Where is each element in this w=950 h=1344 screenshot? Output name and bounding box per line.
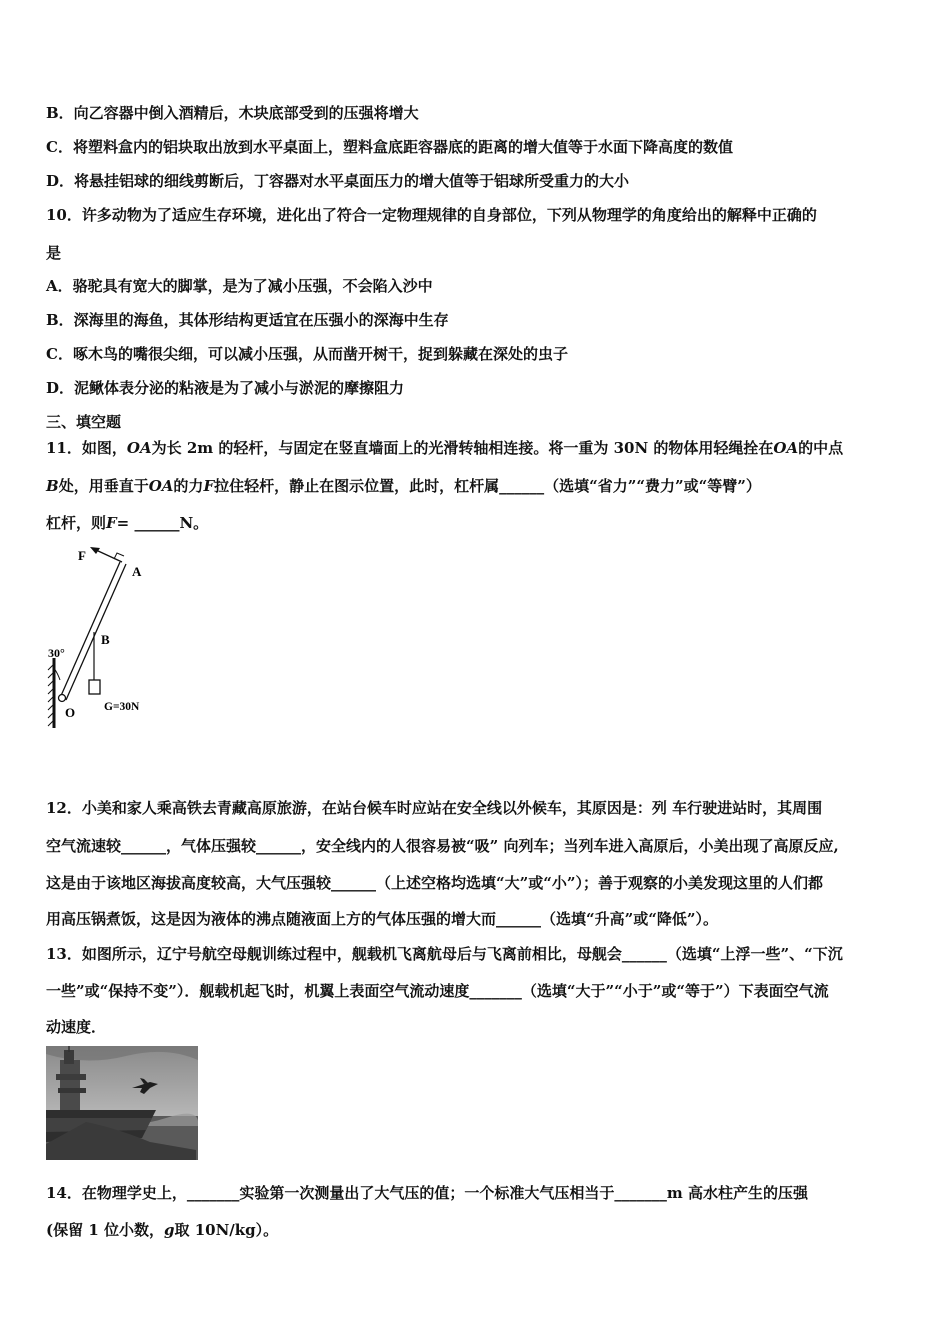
q12-line2: 空气流速较______，气体压强较______，安全线内的人很容易被“吸” 向列车；当列车进入高原后，小美出现了高原反应, xyxy=(46,837,839,855)
q9-option-d: D．将悬挂铝球的细线剪断后，丁容器对水平桌面压力的增大值等于铝球所受重力的大小 xyxy=(46,172,630,190)
q11-line1 xyxy=(46,438,843,458)
q10-option-b: B．深海里的海鱼，其体形结构更适宜在压强小的深海中生存 xyxy=(46,311,449,329)
q9-option-b: B．向乙容器中倒入酒精后，木块底部受到的压强将增大 xyxy=(46,104,419,122)
q11-var-f: F xyxy=(106,514,117,532)
q11-text: 处，用垂直于 xyxy=(58,477,149,495)
q11-var-oa: OA xyxy=(126,439,152,457)
q12-line3: 这是由于该地区海拔高度较高，大气压强较______（上述空格均选填“大”或“小”）；善于观察的小美发现这里的人们都 xyxy=(46,874,824,892)
q14-var-g: g xyxy=(163,1221,175,1239)
weight-block xyxy=(89,680,100,694)
q13-line1: 13．如图所示，辽宁号航空母舰训练过程中，舰载机飞离航母后与飞离前相比，母舰会______（选填“上浮一些”、“下沉 xyxy=(46,945,843,963)
q11-text: = ______N。 xyxy=(116,514,209,532)
label-g: G=30N xyxy=(104,701,140,713)
q10-stem-line2: 是 xyxy=(46,244,62,262)
lever-rod xyxy=(60,562,120,698)
q14-line1: 14．在物理学史上，_______实验第一次测量出了大气压的值；一个标准大气压相当于_______m 高水柱产生的压强 xyxy=(46,1184,808,1202)
q11-text: 拉住轻杆，静止在图示位置，此时，杠杆属______（选填“省力”“费力”或“等臂”） xyxy=(214,477,761,495)
q11-var-f: F xyxy=(203,477,215,495)
q11-var-oa: OA xyxy=(773,439,799,457)
q12-line1: 12．小美和家人乘高铁去青藏高原旅游，在站台候车时应站在安全线以外候车，其原因是：列 车行驶进站时，其周围 xyxy=(46,799,823,817)
q12-line4: 用高压锅煮饭，这是因为液体的沸点随液面上方的气体压强的增大而______（选填“升高”或“降低”）。 xyxy=(46,910,719,928)
aircraft-carrier-photo xyxy=(46,1046,198,1160)
label-angle: 30° xyxy=(48,646,65,660)
section-heading: 三、填空题 xyxy=(46,413,122,431)
q10-stem-line1: 10．许多动物为了适应生存环境，进化出了符合一定物理规律的自身部位，下列从物理学的角度给出的解释中正确的 xyxy=(46,206,817,224)
pivot-o xyxy=(59,695,66,702)
q11-var-b: B xyxy=(46,477,59,495)
q11-line2 xyxy=(46,476,761,496)
q11-text: 的中点 xyxy=(798,439,844,457)
force-arrow xyxy=(96,550,122,562)
q11-line3 xyxy=(46,513,208,533)
label-a: A xyxy=(132,564,142,579)
q10-option-c: C．啄木鸟的嘴很尖细，可以减小压强，从而凿开树干，捉到躲藏在深处的虫子 xyxy=(46,345,568,363)
q14-text: 取 10N/kg）。 xyxy=(174,1221,279,1239)
q14-text: (保留 1 位小数， xyxy=(46,1221,164,1239)
q11-text: 的力 xyxy=(173,477,204,495)
label-f: F xyxy=(78,548,86,563)
label-b: B xyxy=(101,632,110,647)
label-o: O xyxy=(65,705,76,720)
q10-option-a: A．骆驼具有宽大的脚掌，是为了减小压强，不会陷入沙中 xyxy=(46,277,433,295)
q13-line3: 动速度． xyxy=(46,1018,107,1036)
q13-line2: 一些”或“保持不变”）．舰载机起飞时，机翼上表面空气流动速度_______（选填“大于”“小于”或“等于”）下表面空气流 xyxy=(46,982,829,1000)
q11-text: 为长 2m 的轻杆，与固定在竖直墙面上的光滑转轴相连接。将一重为 30N 的物体用轻绳拴在 xyxy=(151,439,774,457)
lever-diagram xyxy=(44,540,164,735)
q9-option-c: C．将塑料盒内的铝块取出放到水平桌面上，塑料盒底距容器底的距离的增大值等于水面下降高度的数值 xyxy=(46,138,733,156)
q11-text: 11．如图， xyxy=(46,439,127,457)
q10-option-d: D．泥鳅体表分泌的粘液是为了减小与淤泥的摩擦阻力 xyxy=(46,379,405,397)
q11-text: 杠杆，则 xyxy=(46,514,107,532)
q11-var-oa: OA xyxy=(148,477,174,495)
q14-line2 xyxy=(46,1220,278,1240)
